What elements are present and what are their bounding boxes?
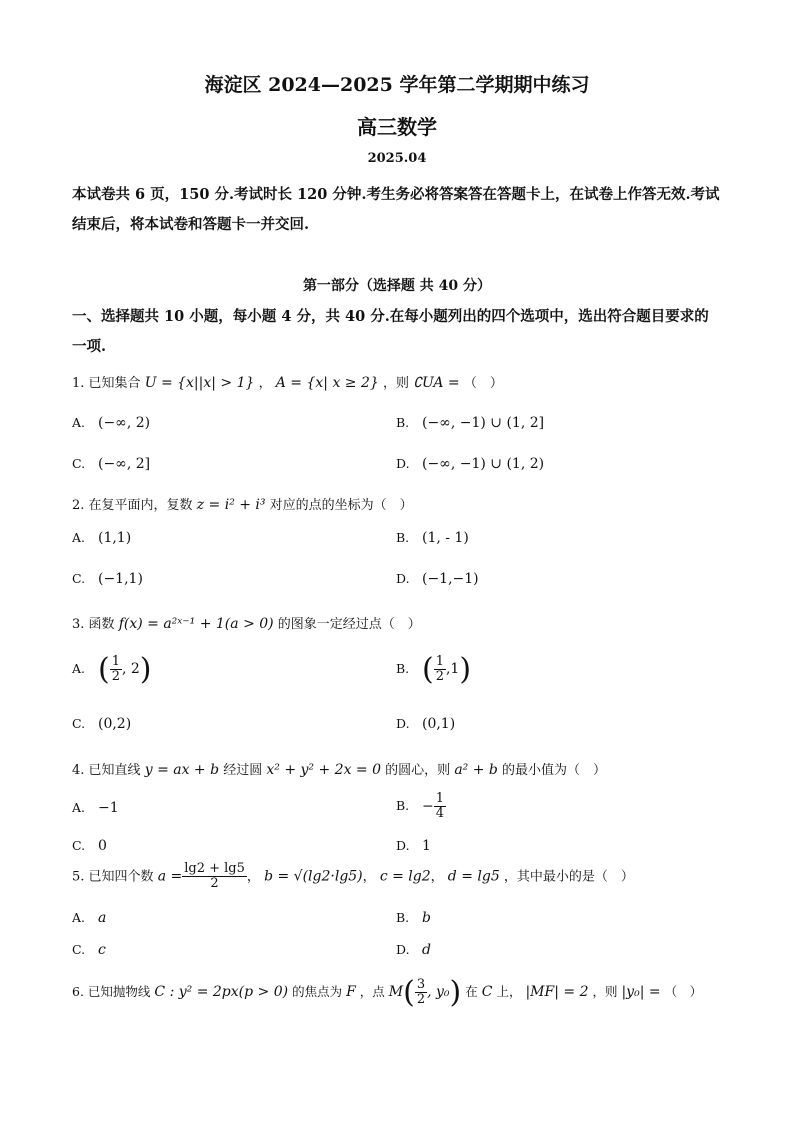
math-expression: b = √(lg2·lg5): [264, 868, 363, 885]
option-a: [72, 910, 106, 926]
option-label: B.: [396, 798, 410, 814]
paren-left: (: [403, 975, 415, 1010]
paren-right: ): [139, 652, 152, 687]
question-4: [72, 759, 606, 778]
option-b: [396, 415, 544, 431]
question-stem: 在: [465, 984, 478, 999]
math-expression: , y₀: [427, 984, 450, 1000]
option-label: B.: [396, 661, 410, 676]
option-d: [396, 716, 455, 732]
option-label: C.: [72, 838, 86, 853]
option-label: A.: [72, 530, 86, 545]
math-expression: f(x) = a²ˣ⁻¹ + 1(a > 0): [118, 616, 274, 632]
option-b: [396, 910, 431, 926]
option-label: B.: [396, 910, 410, 925]
option-label: D.: [396, 716, 410, 731]
option-d: [396, 571, 479, 587]
option-a: [72, 800, 119, 816]
option-label: C.: [72, 456, 86, 471]
option-label: A.: [72, 415, 86, 430]
option-label: B.: [396, 530, 410, 545]
option-text: (−∞, −1) ∪ (1, 2]: [421, 415, 545, 431]
option-text: (−∞, −1) ∪ (1, 2): [421, 456, 545, 472]
question-number: 3.: [72, 617, 85, 632]
option-text: (−1,1): [97, 571, 143, 587]
question-stem: 的焦点为: [292, 984, 343, 999]
question-stem: 经过圆: [223, 763, 263, 778]
option-text: 1: [421, 838, 431, 854]
option-text: b: [421, 910, 431, 926]
question-stem: 已知直线: [88, 763, 141, 778]
math-expression: |y₀| =: [621, 984, 661, 1000]
option-label: D.: [396, 571, 410, 586]
question-6: [72, 975, 702, 1010]
question-stem: 上，: [496, 984, 522, 999]
separator: ，: [246, 869, 260, 885]
option-label: D.: [396, 942, 410, 957]
answer-blank: （ ）: [463, 376, 503, 391]
math-expression: a =: [157, 868, 183, 885]
math-expression: F: [346, 984, 356, 1000]
exam-title: 海淀区 2024—2025 学年第二学期期中练习: [204, 74, 590, 96]
option-c: [72, 716, 131, 732]
option-b: [396, 792, 446, 822]
option-text: d: [421, 942, 431, 958]
paren-right: ): [449, 975, 462, 1010]
question-3: [72, 613, 421, 632]
option-c: [72, 838, 107, 854]
question-number: 1.: [72, 376, 85, 391]
answer-blank: （ ）: [664, 984, 703, 999]
exam-intro: 本试卷共 6 页，150 分.考试时长 120 分钟.考生务必将答案答在答题卡上，在试卷上作答无效.考试结束后，将本试卷和答题卡一并交回.: [72, 186, 720, 233]
option-a: [72, 652, 152, 687]
option-text: (0,1): [421, 716, 456, 732]
option-c: [72, 942, 106, 958]
question-stem: 已知四个数: [88, 869, 154, 885]
option-text: (1, - 1): [421, 530, 469, 546]
exam-date: 2025.04: [367, 151, 427, 166]
question-5: [72, 862, 634, 892]
separator: ，: [362, 869, 376, 885]
option-label: D.: [396, 456, 410, 471]
math-expression: z = i² + i³: [196, 497, 266, 513]
option-c: [72, 456, 150, 472]
option-d: [396, 942, 431, 958]
fraction: $\frac{\lg 2 + \lg 5}{2}$: [184, 861, 245, 892]
option-text: a: [97, 910, 107, 926]
math-expression: M: [388, 984, 404, 1000]
option-b: [396, 530, 469, 546]
option-a: [72, 530, 131, 546]
option-sign: −: [421, 798, 434, 815]
math-expression: x² + y² + 2x = 0: [266, 762, 382, 778]
question-stem: 的圆心，则: [385, 763, 451, 778]
math-expression: U = {x||x| > 1}: [144, 375, 255, 391]
option-text: (0,2): [97, 716, 132, 732]
part-heading: 第一部分（选择题 共 40 分）: [302, 278, 492, 294]
question-number: 4.: [72, 763, 85, 778]
exam-subtitle: 高三数学: [357, 115, 437, 139]
option-label: C.: [72, 571, 86, 586]
option-text: (−∞, 2): [97, 415, 151, 431]
paren-left: (: [421, 652, 434, 687]
option-label: D.: [396, 838, 410, 853]
math-expression: ∁UA =: [413, 375, 460, 391]
option-text: , 2: [121, 661, 140, 677]
fraction: $\frac{1}{4}$: [435, 791, 444, 822]
math-expression: a² + b: [454, 762, 498, 778]
paren-right: ): [459, 652, 472, 687]
question-stem: 函数: [88, 617, 115, 632]
paren-left: (: [97, 652, 110, 687]
question-stem: 已知集合: [88, 376, 141, 391]
option-label: C.: [72, 716, 86, 731]
fraction: $\frac{3}{2}$: [416, 976, 426, 1007]
question-stem: 的图象一定经过点（ ）: [277, 617, 421, 632]
question-number: 6.: [72, 984, 84, 999]
question-stem: ，点: [359, 984, 385, 999]
math-expression: C : y² = 2px(p > 0): [154, 984, 289, 1000]
option-d: [396, 456, 544, 472]
option-text: 0: [97, 838, 107, 854]
part-instruction: 一、选择题共 10 小题，每小题 4 分，共 40 分.在每小题列出的四个选项中，选出符合题目要求的一项.: [72, 308, 709, 355]
option-text: −1: [97, 800, 119, 816]
math-expression: A = {x| x ≥ 2}: [275, 375, 379, 391]
question-stem: ，则: [382, 376, 409, 391]
question-stem: ，则: [592, 984, 618, 999]
question-stem: 在复平面内，复数: [88, 498, 193, 513]
option-label: A.: [72, 800, 86, 815]
option-text: (−1,−1): [421, 571, 479, 587]
option-text: ,1: [445, 661, 460, 677]
fraction: $\frac{1}{2}$: [111, 653, 120, 684]
option-label: C.: [72, 942, 86, 957]
math-expression: C: [481, 984, 493, 1000]
separator: ，: [258, 376, 272, 391]
option-a: [72, 415, 150, 431]
option-label: B.: [396, 415, 410, 430]
option-c: [72, 571, 143, 587]
question-stem: 对应的点的坐标为（ ）: [269, 498, 413, 513]
math-expression: c = lg2: [379, 868, 431, 885]
question-2: [72, 494, 413, 513]
question-1: [72, 372, 503, 391]
option-text: (−∞, 2]: [97, 456, 151, 472]
option-text: (1,1): [97, 530, 132, 546]
question-stem: 的最小值为（ ）: [502, 763, 607, 778]
option-label: A.: [72, 661, 86, 676]
fraction: $\frac{1}{2}$: [435, 653, 444, 684]
option-d: [396, 838, 431, 854]
option-b: [396, 652, 471, 687]
question-number: 2.: [72, 498, 85, 513]
question-stem: ，其中最小的是（ ）: [503, 869, 634, 885]
question-number: 5.: [72, 869, 85, 885]
question-stem: 已知抛物线: [87, 984, 151, 999]
math-expression: |MF| = 2: [525, 984, 589, 1000]
separator: ，: [430, 869, 444, 885]
option-text: c: [97, 942, 106, 958]
math-expression: d = lg5: [447, 868, 500, 885]
math-expression: y = ax + b: [144, 762, 220, 778]
option-label: A.: [72, 910, 86, 925]
